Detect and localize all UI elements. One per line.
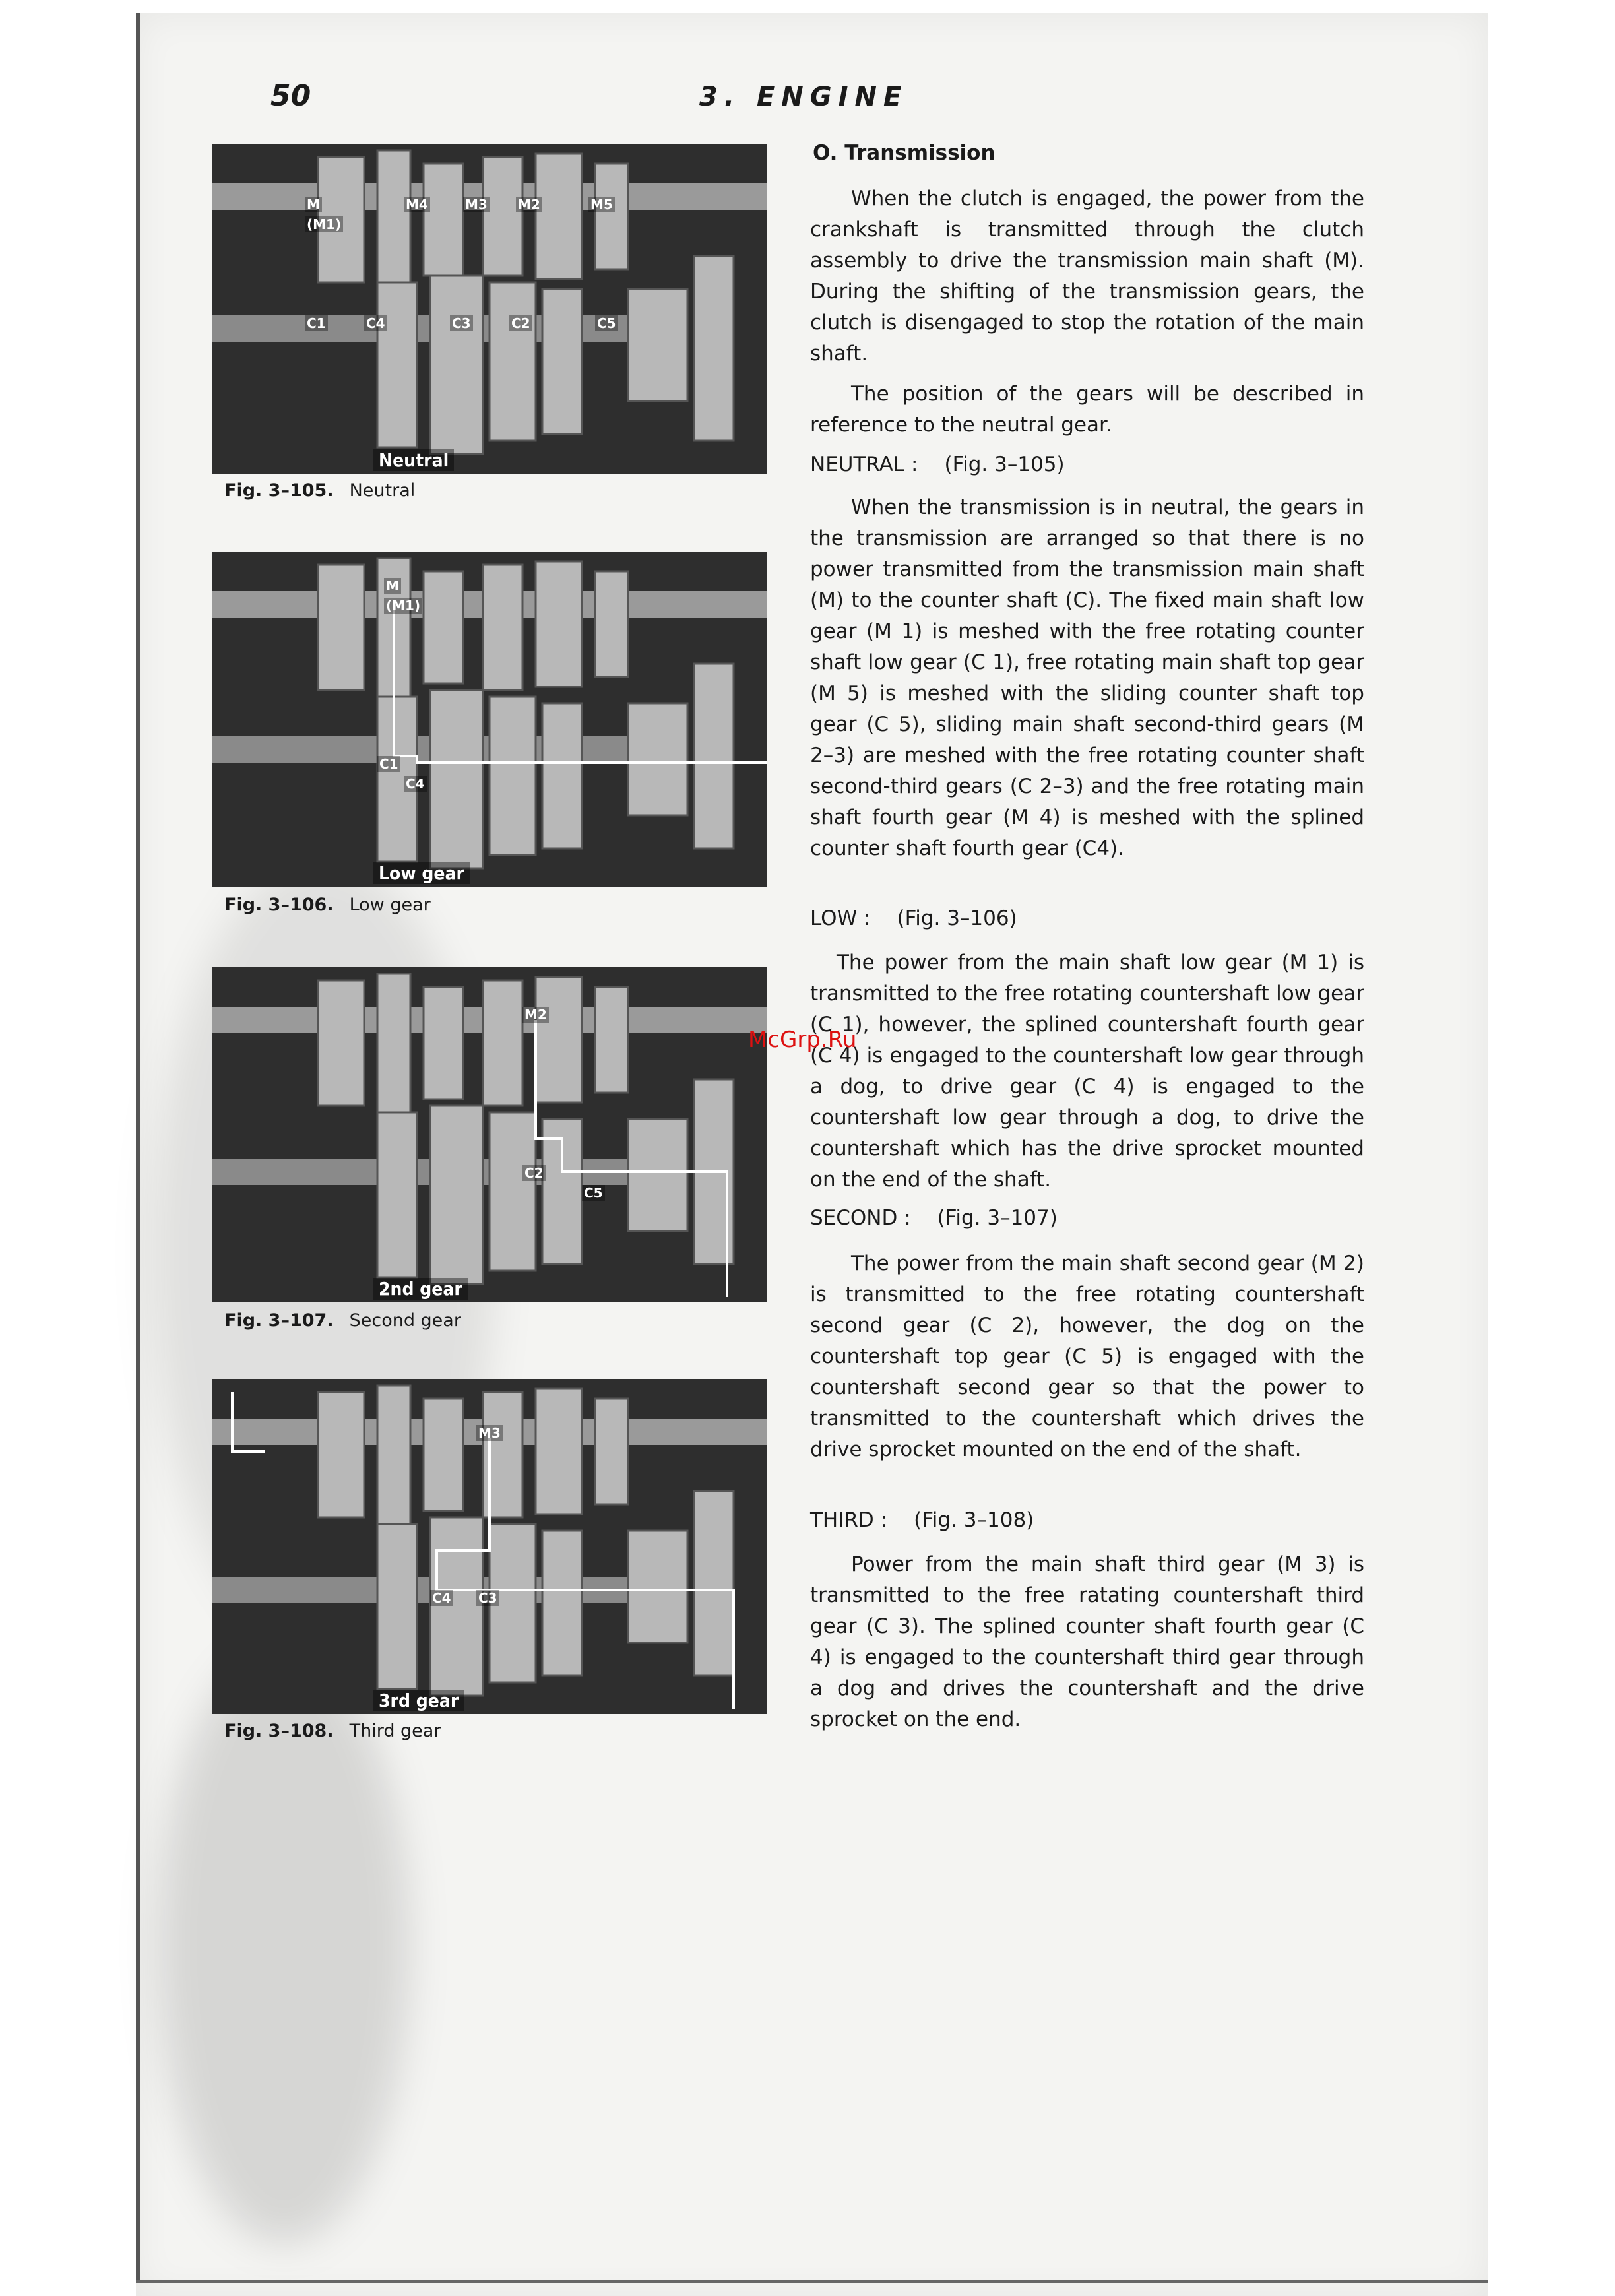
- intro-text: [810, 183, 1364, 441]
- shaft-mark-label: M: [384, 578, 401, 594]
- figure-number: Fig. 3–105.: [224, 480, 334, 501]
- figure-caption-text: Low gear: [349, 895, 431, 915]
- figure-third-photo: [212, 1379, 767, 1714]
- shaft-mark-label: (M1): [384, 598, 422, 614]
- shaft-mark-label: C2: [509, 315, 532, 331]
- shaft-mark-label: M: [305, 197, 322, 212]
- second-text: [810, 1248, 1364, 1465]
- gearbox-photo: [212, 144, 767, 474]
- shaft-mark-label: C4: [430, 1590, 453, 1606]
- subhead-third: [810, 1508, 1034, 1532]
- shaft-mark-label: C4: [404, 776, 427, 792]
- figure-number: Fig. 3–108.: [224, 1721, 334, 1741]
- figure-caption: [224, 895, 431, 915]
- figure-photo-label: 2nd gear: [373, 1278, 468, 1300]
- low-paragraph: The power from the main shaft low gear (M 1) is transmitted to the free rotating countershaft low gear (C 1), however, the splined countershaft fourth gear (C 4) is engaged to the countershaft low gear through a dog, to drive gear (C 4) is engaged to the countershaft low gear through a dog, to drive the countershaft which has the drive sprocket mounted on the end of the shaft.: [810, 951, 1364, 1192]
- watermark: McGrp.Ru: [748, 1027, 857, 1053]
- figure-number: Fig. 3–107.: [224, 1310, 334, 1331]
- sheet-edge: [136, 13, 140, 2283]
- shaft-mark-label: C5: [582, 1185, 605, 1201]
- shaft-mark-label: M4: [404, 197, 430, 212]
- figure-caption: [224, 480, 415, 501]
- gearbox-photo: [212, 967, 767, 1302]
- intro-paragraph: The position of the gears will be described in reference to the neutral gear.: [810, 382, 1364, 437]
- subhead-second: [810, 1206, 1058, 1230]
- figure-reference: (Fig. 3–106): [897, 907, 1017, 930]
- figure-caption-text: Second gear: [349, 1310, 461, 1331]
- subhead-title: SECOND :: [810, 1206, 911, 1230]
- second-paragraph: The power from the main shaft second gear (M 2) is transmitted to the free rotating countershaft second gear (C 2), however, the dog on the countershaft top gear (C 5) is engaged with the countershaft second gear so that the power to transmitted to the countershaft which drives the drive sprocket mounted on the end of the shaft.: [810, 1252, 1364, 1461]
- subhead-title: THIRD :: [810, 1508, 888, 1532]
- page-number: 50: [270, 79, 311, 113]
- intro-paragraph: When the clutch is engaged, the power from the crankshaft is transmitted through the clutch assembly to drive the transmission main shaft (M). During the shifting of the transmission gears, the clutch is disengaged to stop the rotation of the main shaft.: [810, 187, 1364, 366]
- shaft-mark-label: C1: [305, 315, 328, 331]
- shaft-mark-label: C3: [476, 1590, 499, 1606]
- neutral-paragraph: When the transmission is in neutral, the gears in the transmission are arranged so that there is no power transmitted from the transmission main shaft (M) to the counter shaft (C). The fixed main shaft low gear (M 1) is meshed with the free rotating counter shaft low gear (C 1), free rotating main shaft top gear (M 5) is meshed with the sliding counter shaft top gear (C 5), sliding main shaft second-third gears (M 2–3) are meshed with the free rotating counter shaft second-third gears (C 2–3) and the free rotating main shaft fourth gear (M 4) is meshed with the splined counter shaft fourth gear (C4).: [810, 495, 1364, 860]
- figure-photo-label: 3rd gear: [373, 1690, 464, 1711]
- shaft-mark-label: M2: [522, 1007, 549, 1023]
- shaft-mark-label: C2: [522, 1165, 546, 1181]
- subhead-neutral: [810, 453, 1065, 476]
- third-paragraph: Power from the main shaft third gear (M 3) is transmitted to the free ratating countershaft third gear (C 3). The splined counter shaft fourth gear (C 4) is engaged to the countershaft third gear through a dog and drives the countershaft and the drive sprocket on the end.: [810, 1552, 1364, 1731]
- shaft-mark-label: (M1): [305, 216, 343, 232]
- third-text: [810, 1549, 1364, 1735]
- shaft-mark-label: M3: [476, 1425, 503, 1441]
- gearbox-photo: [212, 552, 767, 887]
- section-heading: O. Transmission: [813, 141, 996, 165]
- figure-reference: (Fig. 3–107): [937, 1206, 1058, 1230]
- shaft-mark-label: C5: [595, 315, 618, 331]
- shaft-mark-label: M2: [516, 197, 542, 212]
- shaft-mark-label: C3: [450, 315, 473, 331]
- figure-reference: (Fig. 3–108): [914, 1508, 1034, 1532]
- chapter-title: 3. ENGINE: [699, 82, 908, 112]
- figure-reference: (Fig. 3–105): [944, 453, 1065, 476]
- figure-caption: [224, 1721, 441, 1741]
- neutral-text: [810, 492, 1364, 864]
- subhead-low: [810, 907, 1017, 930]
- subhead-title: LOW :: [810, 907, 871, 930]
- figure-photo-label: Low gear: [373, 862, 470, 884]
- figure-number: Fig. 3–106.: [224, 895, 334, 915]
- figure-caption-text: Neutral: [349, 480, 416, 501]
- figure-caption: [224, 1310, 461, 1331]
- figure-photo-label: Neutral: [373, 449, 454, 471]
- subhead-title: NEUTRAL :: [810, 453, 918, 476]
- shaft-mark-label: M3: [463, 197, 490, 212]
- figure-low-photo: [212, 552, 767, 887]
- shaft-mark-label: C1: [377, 756, 400, 772]
- figure-caption-text: Third gear: [349, 1721, 441, 1741]
- figure-second-photo: [212, 967, 767, 1302]
- shaft-mark-label: M5: [588, 197, 615, 212]
- shaft-mark-label: C4: [364, 315, 387, 331]
- low-text: [810, 947, 1364, 1196]
- figure-neutral-photo: [212, 144, 767, 474]
- sheet-edge: [136, 2280, 1488, 2283]
